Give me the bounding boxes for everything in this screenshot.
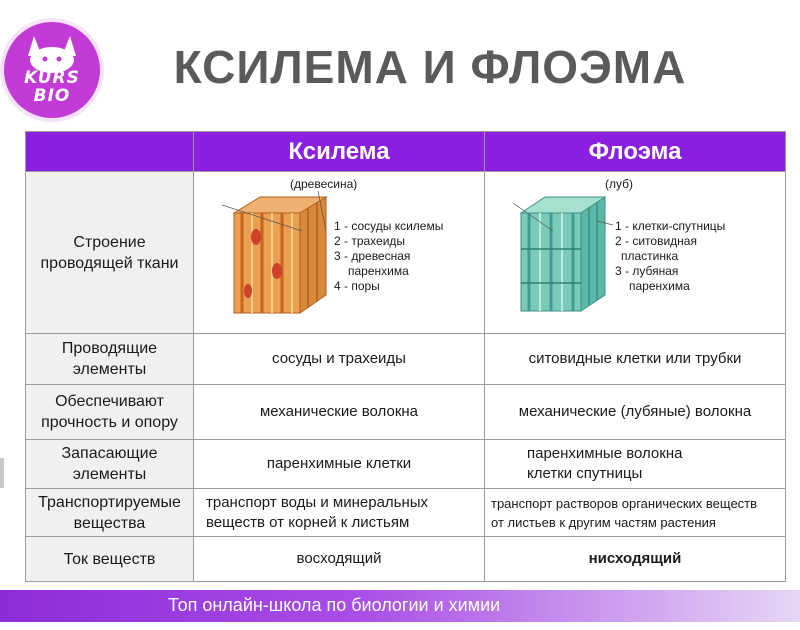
xylem-legend-item: паренхима: [348, 263, 409, 278]
phloem-value-line: паренхимные волокна: [527, 445, 683, 462]
xylem-legend-item: 2 - трахеиды: [334, 233, 406, 248]
xylem-value: паренхимные клетки: [194, 440, 485, 489]
edge-divider: [0, 458, 4, 488]
row-label: Ток веществ: [26, 537, 194, 582]
phloem-legend-item: пластинка: [621, 248, 679, 263]
xylem-legend: [334, 219, 443, 294]
page-title: КСИЛЕМА И ФЛОЭМА: [173, 41, 687, 93]
table-row: [26, 440, 786, 489]
xylem-value-line: транспорт воды и минеральных: [206, 493, 429, 511]
xylem-illustration-cell: [194, 172, 485, 334]
kursbio-logo: [4, 22, 100, 118]
phloem-value: нисходящий: [485, 537, 786, 582]
table-row: [26, 489, 786, 537]
table-row: [26, 385, 786, 440]
phloem-legend: [615, 219, 725, 294]
phloem-value: механические (лубяные) волокна: [485, 385, 786, 440]
phloem-value-line: от листьев к другим частям растения: [491, 514, 716, 530]
phloem-illustration-cell: [485, 172, 786, 334]
logo-text-line1: KURS: [24, 68, 80, 88]
xylem-value: [194, 489, 485, 537]
xylem-legend-item: 4 - поры: [334, 278, 380, 293]
phloem-value-line: клетки спутницы: [527, 465, 643, 482]
phloem-diagram-image: [513, 191, 613, 331]
phloem-caption: (луб): [605, 176, 634, 191]
table-row: [26, 334, 786, 385]
phloem-value-line: транспорт растворов органических веществ: [491, 495, 758, 511]
row-label: Обеспечивают прочность и опору: [26, 385, 194, 440]
phloem-value: [485, 489, 786, 537]
xylem-value-line: веществ от корней к листьям: [206, 513, 410, 531]
xylem-caption: (древесина): [290, 176, 358, 191]
header-corner: [26, 132, 194, 172]
phloem-legend-item: 3 - лубяная: [615, 263, 679, 278]
row-label-structure: Строение проводящей ткани: [26, 172, 194, 334]
footer-text: Топ онлайн-школа по биологии и химии: [168, 595, 501, 615]
xylem-value: сосуды и трахеиды: [194, 334, 485, 385]
header-xylem: Ксилема: [194, 132, 485, 172]
row-label: Запасающие элементы: [26, 440, 194, 489]
table-header-row: [26, 132, 786, 172]
xylem-value: восходящий: [194, 537, 485, 582]
row-label: Транспортируемые вещества: [26, 489, 194, 537]
logo-text-line2: BIO: [33, 86, 71, 106]
row-label: Проводящие элементы: [26, 334, 194, 385]
xylem-legend-item: 3 - древесная: [334, 248, 411, 263]
phloem-legend-item: паренхима: [629, 278, 690, 293]
footer-banner: [0, 590, 800, 622]
phloem-legend-item: 2 - ситовидная: [615, 233, 697, 248]
xylem-diagram-image: [222, 191, 332, 331]
table-row-structure: [26, 172, 786, 334]
phloem-value: ситовидные клетки или трубки: [485, 334, 786, 385]
xylem-value: механические волокна: [194, 385, 485, 440]
header-phloem: Флоэма: [485, 132, 786, 172]
phloem-value: [485, 440, 786, 489]
table-row: [26, 537, 786, 582]
comparison-table: [25, 131, 786, 582]
xylem-legend-item: 1 - сосуды ксилемы: [334, 218, 444, 233]
phloem-legend-item: 1 - клетки-спутницы: [615, 218, 726, 233]
